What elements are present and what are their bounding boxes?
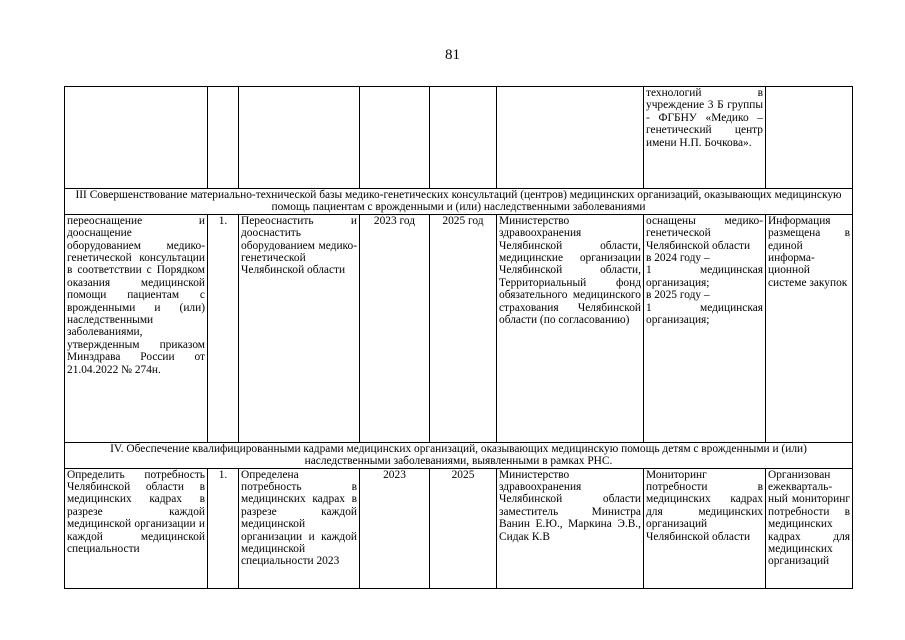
cell-responsible: Министерство здравоохранения Челябинской области, медицинские организации Челябинской области, Территориальный фонд обязательного медицинского страхования Челябинской области (по согласованию): [497, 214, 644, 442]
cell-end: 2025: [430, 468, 497, 588]
cell-control: Организован ежекварталь-ный мониторинг потребности в медицинских кадрах для медицинских организаций: [766, 468, 853, 588]
cell-measure: переоснащение и дооснащение оборудованием медико-генетической консультации в соответствии с Порядком оказания медицинской помощи пациентам с врожденными и (или) наследственными заболеваниями, утвержденным приказом Минздрава России от 21.04.2022 № 274н.: [65, 214, 208, 442]
cell-responsible: Министерство здравоохранения Челябинской области заместитель Министра Ванин Е.Ю., Маркина Э.В., Сидак К.В: [497, 468, 644, 588]
cell-control: Информация размещена в единой информа-ционной системе закупок: [766, 214, 853, 442]
cell-num: 1.: [208, 468, 239, 588]
cell-action: [239, 87, 360, 189]
table-row: [65, 468, 853, 588]
cell-start: 2023 год: [360, 214, 430, 442]
cell-measure: [65, 87, 208, 189]
section-row-iv: [65, 442, 853, 468]
section-iv-title: IV. Обеспечение квалифицированными кадрами медицинских организаций, оказывающих медицинскую помощь детям с врожденными и (или) наследственными заболеваниями, выявленными в рамках РНС.: [65, 442, 853, 468]
table-row: [65, 214, 853, 442]
cell-result: оснащены медико-генетической Челябинской области в 2024 году – 1 медицинская организация; в 2025 году – 1 медицинская организация;: [644, 214, 766, 442]
section-iii-title: III Совершенствование материально-технической базы медико-генетических консультаций (центров) медицинских организаций, оказывающих медицинскую помощь пациентам с врожденными и (или) наследственными заболеваниями: [65, 189, 853, 215]
cell-action: Определена потребность в медицинских кадрах в разрезе каждой медицинской организации и каждой медицинской специальности 2023: [239, 468, 360, 588]
cell-end: [430, 87, 497, 189]
cell-num: [208, 87, 239, 189]
section-row-iii: [65, 189, 853, 215]
cell-result: технологий в учреждение 3 Б группы - ФГБНУ «Медико – генетический центр имени Н.П. Бочкова».: [644, 87, 766, 189]
table-row-continuation: [65, 87, 853, 189]
cell-measure: Определить потребность Челябинской области в медицинских кадрах в разрезе каждой медицинской организации и каждой медицинской специальности: [65, 468, 208, 588]
cell-result: Мониторинг потребности в медицинских кадрах для медицинских организаций Челябинской области: [644, 468, 766, 588]
cell-responsible: [497, 87, 644, 189]
cell-control: [766, 87, 853, 189]
measures-table: [64, 86, 853, 589]
cell-num: 1.: [208, 214, 239, 442]
cell-start: 2023: [360, 468, 430, 588]
cell-end: 2025 год: [430, 214, 497, 442]
cell-action: Переоснастить и дооснастить оборудованием медико-генетической Челябинской области: [239, 214, 360, 442]
cell-start: [360, 87, 430, 189]
page-number: 81: [445, 47, 460, 63]
